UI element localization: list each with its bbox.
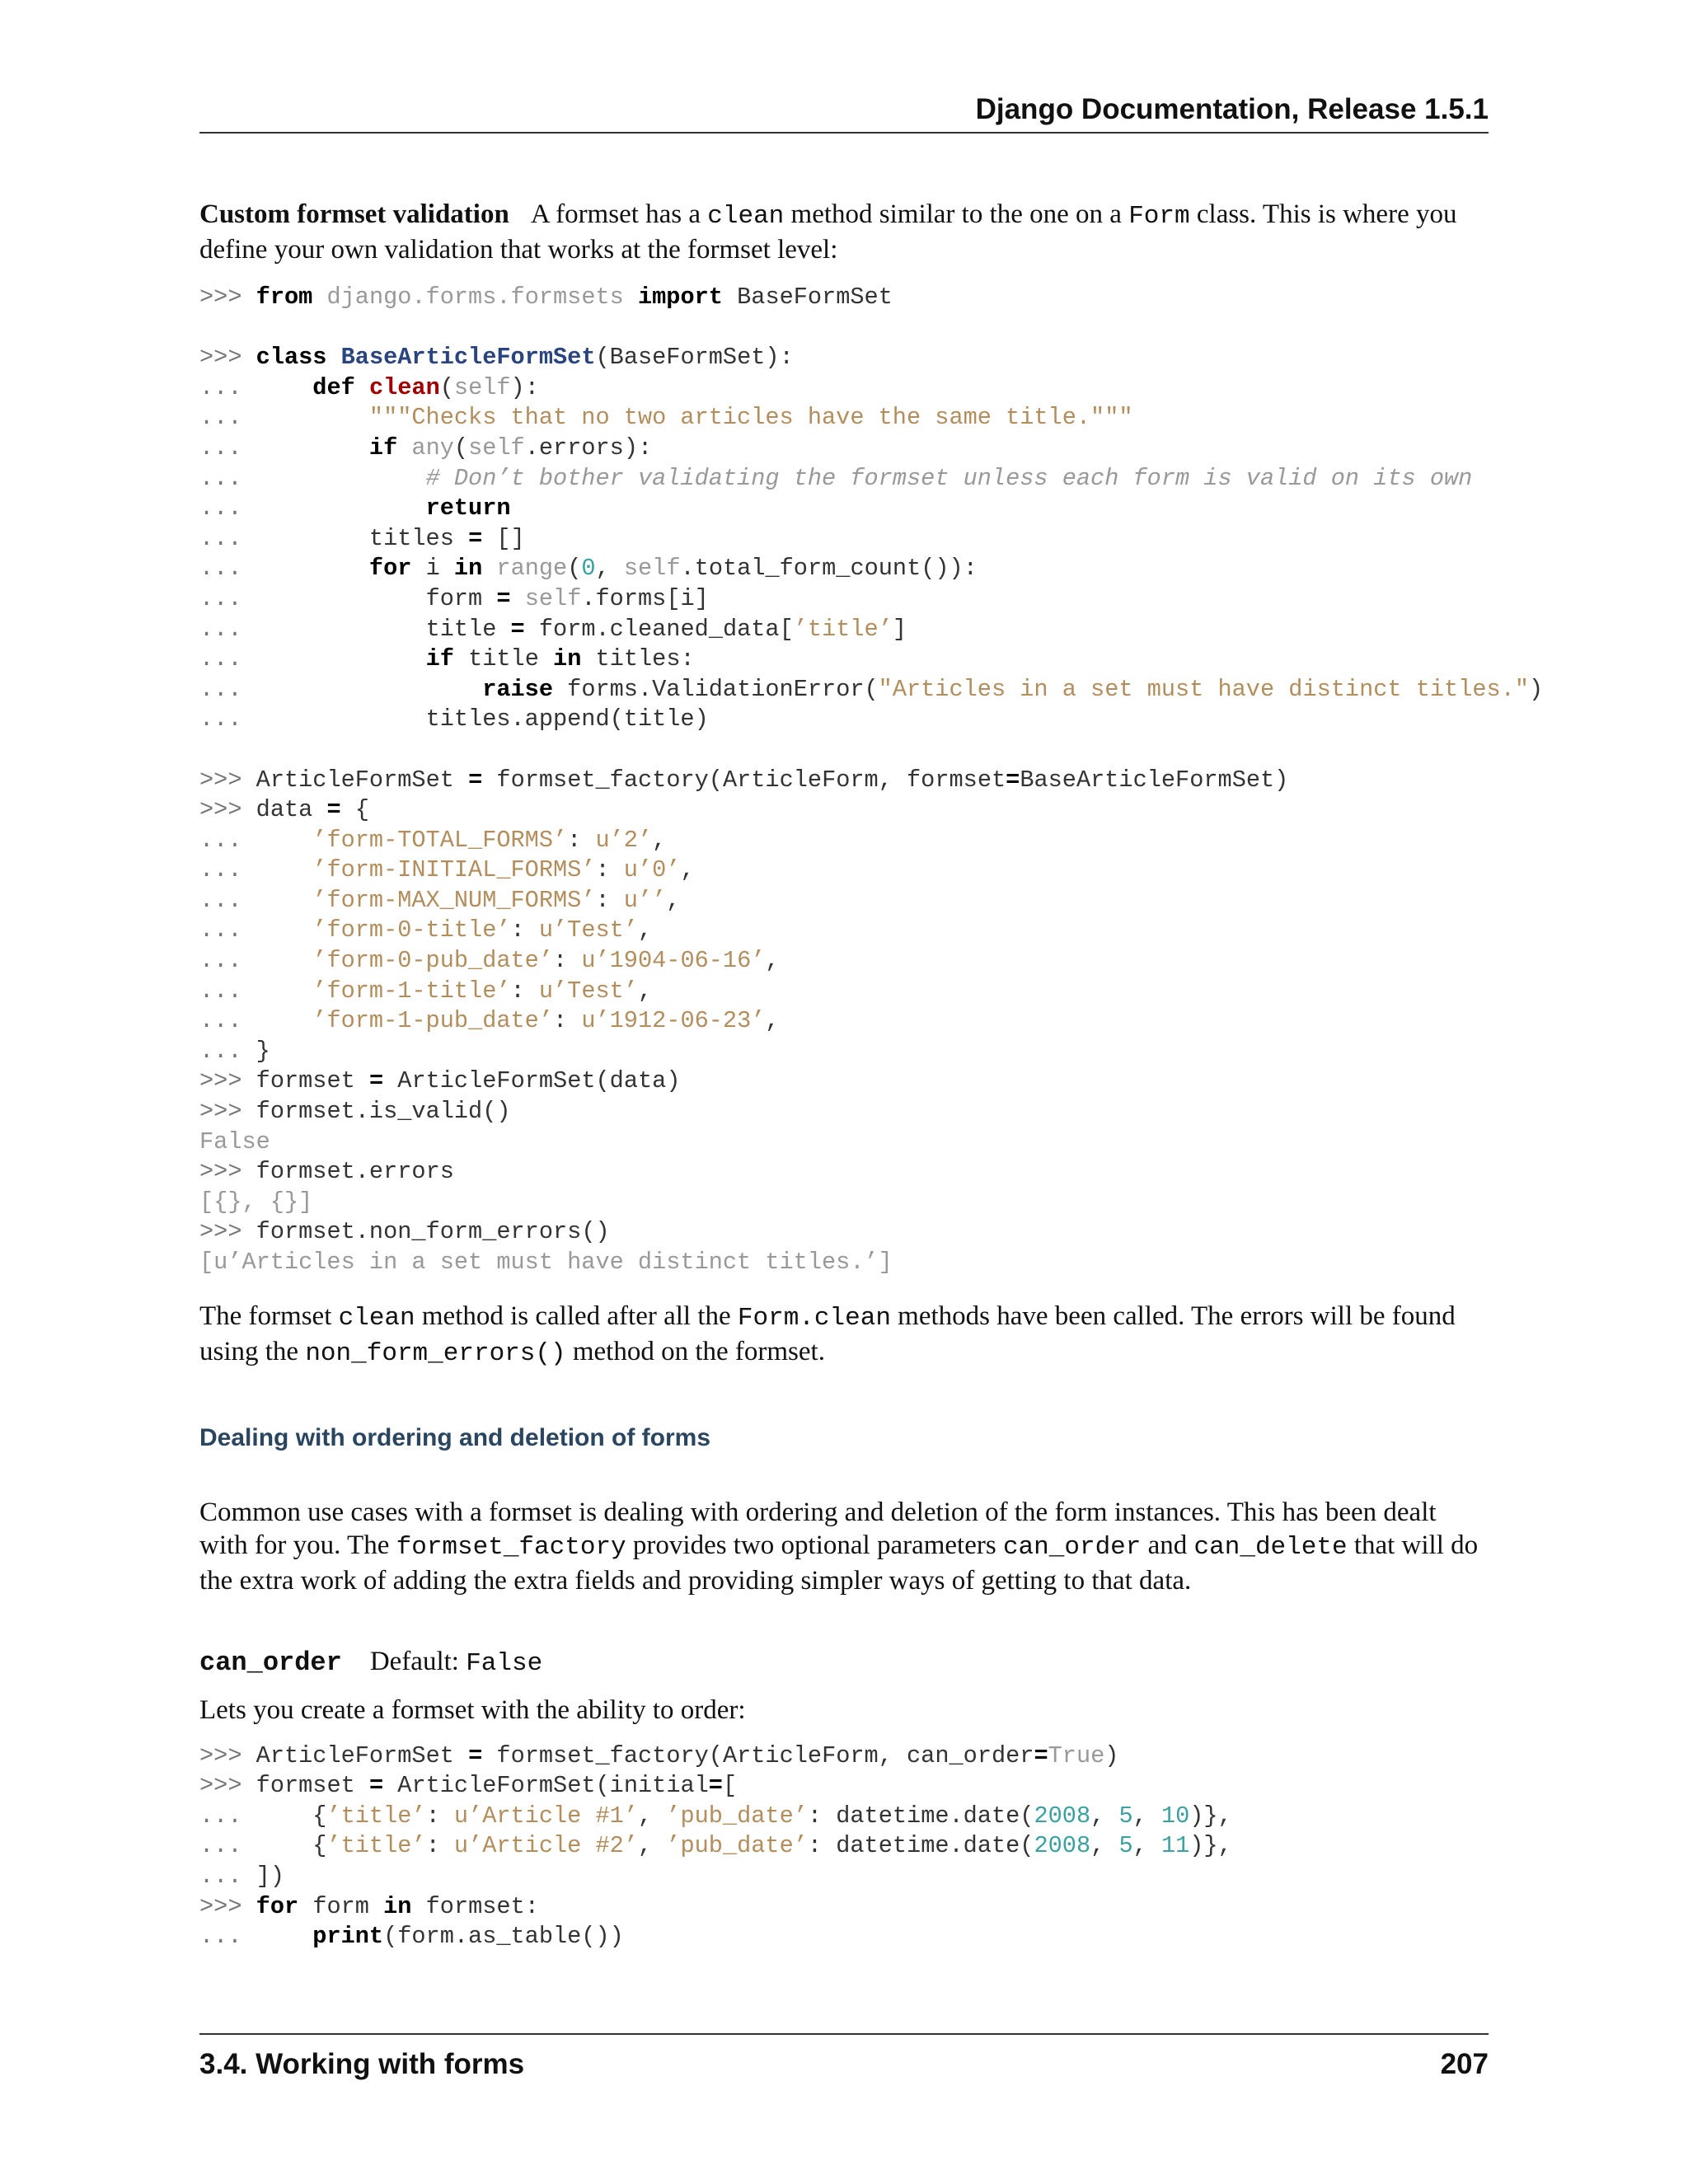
section-heading: Dealing with ordering and deletion of forms xyxy=(199,1423,711,1451)
header-title: Django Documentation, Release 1.5.1 xyxy=(975,93,1489,125)
clean-explanation-paragraph: The formset clean method is called after all the Form.clean methods have been called. The errors will be found using the non_form_errors() method on the formset. xyxy=(199,1301,1456,1368)
inline-code: Form.clean xyxy=(737,1303,891,1333)
field-name-can-order: can_order xyxy=(199,1647,342,1678)
can-order-term: can_order Default: False xyxy=(199,1646,543,1678)
text: method similar to the one on a xyxy=(784,199,1129,229)
term-custom-formset-validation: Custom formset validation xyxy=(199,199,509,229)
default-value: False xyxy=(466,1648,543,1678)
inline-code: clean xyxy=(707,202,785,231)
code-block-can-order: >>> ArticleFormSet = formset_factory(ArticleForm, can_order=True) >>> formset = ArticleFormSet(initial=[ ... {’title’: u’Article #1’, ’pub_date’: datetime.date(2008, 5, 10)}, ... {’title’: u’Article #2’, ’pub_date’: datetime.date(2008, 5, 11)}, ... ]) >>> for form in formset: ... print(form.as_table()) xyxy=(199,1741,1232,1951)
running-header xyxy=(199,89,1489,134)
custom-validation-paragraph xyxy=(199,198,1489,266)
inline-code: non_form_errors() xyxy=(305,1338,566,1368)
inline-code: clean xyxy=(338,1303,415,1333)
running-footer xyxy=(199,2033,1489,2084)
code-block-clean: >>> from django.forms.formsets import BaseFormSet >>> class BaseArticleFormSet(BaseFormSet): ... def clean(self): ... """Checks that no two articles have the same title.""" ... if any(self.errors): ... # Don’t bother validating the formset unless each form is valid on its own ... return ... titles = [] ... for i in range(0, self.total_form_count()): ... form = self.forms[i] ... title = form.cleaned_data[’title’] ... if title in titles: ... raise forms.ValidationError("Articles in a set must have distinct titles.") ... titles.append(title) >>> ArticleFormSet = formset_factory(ArticleForm, formset=BaseArticleFormSet) >>> data = { ... ’form-TOTAL_FORMS’: u’2’, ... ’form-INITIAL_FORMS’: u’0’, ... ’form-MAX_NUM_FORMS’: u’’, ... ’form-0-title’: u’Test’, ... ’form-0-pub_date’: u’1904-06-16’, ... ’form-1-title’: u’Test’, ... ’form-1-pub_date’: u’1912-06-23’, ... } >>> formset = ArticleFormSet(data) >>> formset.is_valid() False >>> formset.errors [{}, {}] >>> formset.non_form_errors() [u’Articles in a set must have distinct titles.’] xyxy=(199,284,1544,1276)
page-number: 207 xyxy=(1440,2048,1489,2080)
text: class. This is where you define your own validation that works at the formset level: xyxy=(199,199,1457,265)
footer-section: 3.4. Working with forms xyxy=(199,2048,525,2080)
inline-code: Form xyxy=(1128,202,1190,231)
can-order-description: Lets you create a formset with the ability to order: xyxy=(199,1694,746,1725)
inline-code: can_delete xyxy=(1193,1532,1348,1562)
ordering-deletion-paragraph: Common use cases with a formset is dealing with ordering and deletion of the form instances. This has been dealt with for you. The formset_factory provides two optional parameters can_order and can_delete that will do the extra work of adding the extra fields and providing simpler ways of getting to that data. xyxy=(199,1497,1479,1596)
inline-code: formset_factory xyxy=(396,1532,626,1562)
page-content xyxy=(199,198,1544,1952)
text: A formset has a xyxy=(530,199,708,229)
inline-code: can_order xyxy=(1002,1532,1142,1562)
